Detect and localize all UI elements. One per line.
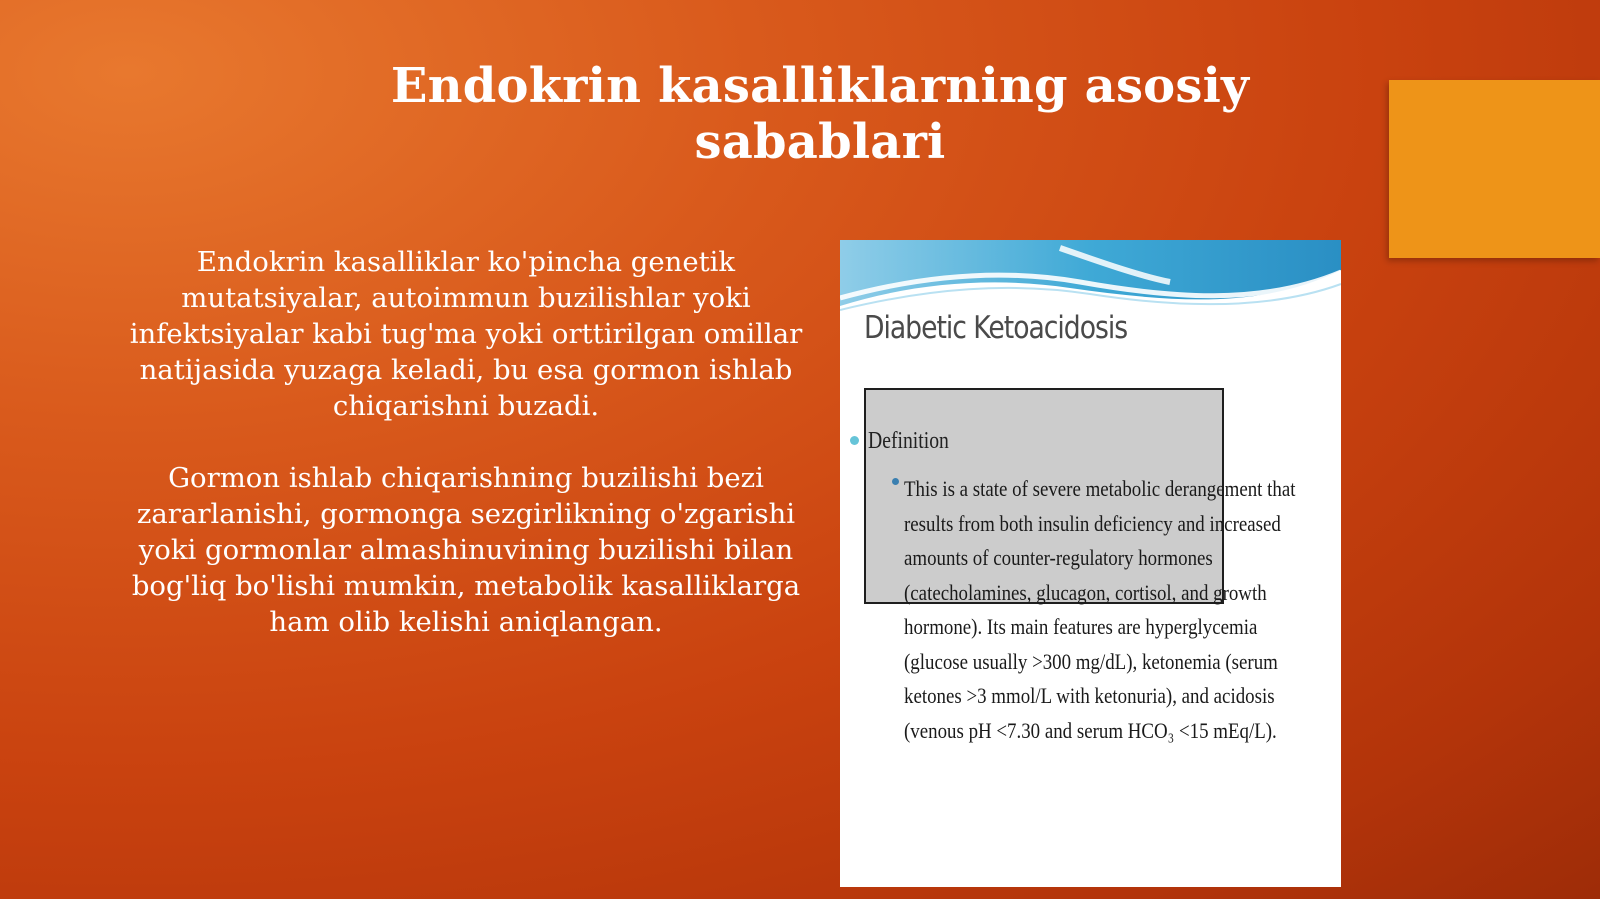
image-title: Diabetic Ketoacidosis [864,310,1128,346]
definition-label: Definition [868,428,949,454]
paragraph-1: Endokrin kasalliklar ko'pincha genetik mutatsiyalar, autoimmun buzilishlar yoki infektsiyalar kabi tug'ma yoki orttirilgan omillar natijasida yuzaga keladi, bu esa gormon ishlab chiqarishni buzadi. [129,246,803,422]
bullet-icon [892,478,899,485]
wave-decoration [840,240,1341,320]
slide-title: Endokrin kasalliklarning asosiy sabablari [390,58,1250,170]
paragraph-2: Gormon ishlab chiqarishning buzilishi bezi zararlanishi, gormonga sezgirlikning o'zgarishi yoki gormonlar almashinuvining buzilishi bilan bog'liq bo'lishi mumkin, metabolik kasalliklarga ham olib kelishi aniqlangan. [131,462,801,638]
body-text [110,244,822,676]
accent-box [1389,80,1600,258]
definition-text: This is a state of severe metabolic derangement that results from both insulin deficiency and increased amounts of counter-regulatory hormones (catecholamines, glucagon, cortisol, and growth hormone). Its main features are hyperglycemia (glucose usually >300 mg/dL), ketonemia (serum ketones >3 mmol/L with ketonuria), and acidosis (venous pH <7.30 and serum HCO₃ <15 mEq/L). [904,476,1296,743]
embedded-image [840,240,1341,887]
bullet-icon [850,436,859,445]
